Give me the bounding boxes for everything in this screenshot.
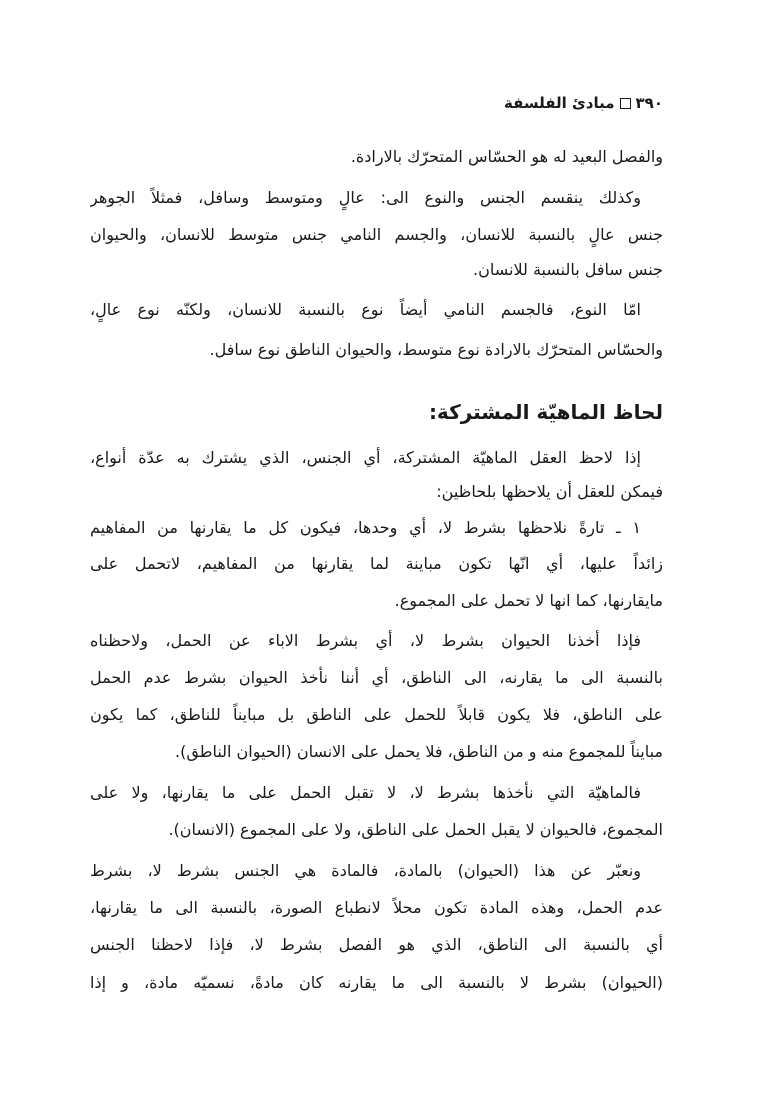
text-line: امّا النوع، فالجسم النامي أيضاً نوع بالنسبة للانسان، ولكنّه نوع عالٍ، [90, 300, 641, 319]
text-line: والفصل البعيد له هو الحسّاس المتحرّك بالارادة. [350, 147, 663, 166]
text-line: فإذا أخذنا الحيوان بشرط لا، أي بشرط الاباء عن الحمل، ولاحظناه [90, 631, 641, 650]
text-line: فيمكن للعقل أن يلاحظها بلحاظين: [436, 482, 663, 501]
text-line: زائداً عليها، أي انّها تكون مباينة لما يقارنها من المفاهيم، لاتحمل على [90, 554, 663, 573]
text-line: وكذلك ينقسم الجنس والنوع الى: عالٍ ومتوسط وسافل، فمثلاً الجوهر [90, 188, 641, 207]
text-line: على الناطق، فلا يكون قابلاً للحمل على الناطق بل مبايناً للناطق، كما يكون [90, 705, 663, 724]
text-line: مبايناً للمجموع منه و من الناطق، فلا يحمل على الانسان (الحيوان الناطق). [175, 742, 663, 761]
text-line: عدم الحمل، وهذه المادة تكون محلاً لانطباع الصورة، بالنسبة الى ما يقارنها، [90, 898, 663, 917]
text-line: ١ ـ تارةً نلاحظها بشرط لا، أي وحدها، فيكون كل ما يقارنها من المفاهيم [90, 518, 641, 537]
text-line: (الحيوان) بشرط لا بالنسبة الى ما يقارنه كان مادةً، نسميّه مادة، و إذا [90, 973, 663, 992]
text-line: بالنسبة الى ما يقارنه، الى الناطق، أي أننا نأخذ الحيوان بشرط عدم الحمل [90, 668, 663, 687]
text-line: جنس عالٍ بالنسبة للانسان، والجسم النامي جنس متوسط للانسان، والحيوان [90, 225, 663, 244]
text-line: إذا لاحظ العقل الماهيّة المشتركة، أي الجنس، الذي يشترك به عدّة أنواع، [90, 448, 641, 467]
book-title: مبادئ الفلسفة [503, 94, 615, 112]
section-heading: لحاظ الماهيّة المشتركة: [428, 400, 663, 424]
page-number: ٣٩٠ [635, 94, 663, 112]
text-line: جنس سافل بالنسبة للانسان. [473, 260, 663, 279]
text-line: أي بالنسبة الى الناطق، الذي هو الفصل بشرط لا، فإذا لاحظنا الجنس [90, 935, 663, 954]
text-line: والحسّاس المتحرّك بالارادة نوع متوسط، والحيوان الناطق نوع سافل. [209, 340, 663, 359]
text-line: ونعبّر عن هذا (الحيوان) بالمادة، فالمادة هي الجنس بشرط لا، بشرط [90, 861, 641, 880]
text-line: مايقارنها، كما انها لا تحمل على المجموع. [394, 591, 663, 610]
running-header [110, 94, 663, 112]
square-separator-icon [620, 98, 631, 109]
text-line: فالماهيّة التي نأخذها بشرط لا، لا تقبل الحمل على ما يقارنها، ولا على [90, 783, 641, 802]
text-line: المجموع، فالحيوان لا يقبل الحمل على الناطق، ولا على المجموع (الانسان). [168, 820, 663, 839]
